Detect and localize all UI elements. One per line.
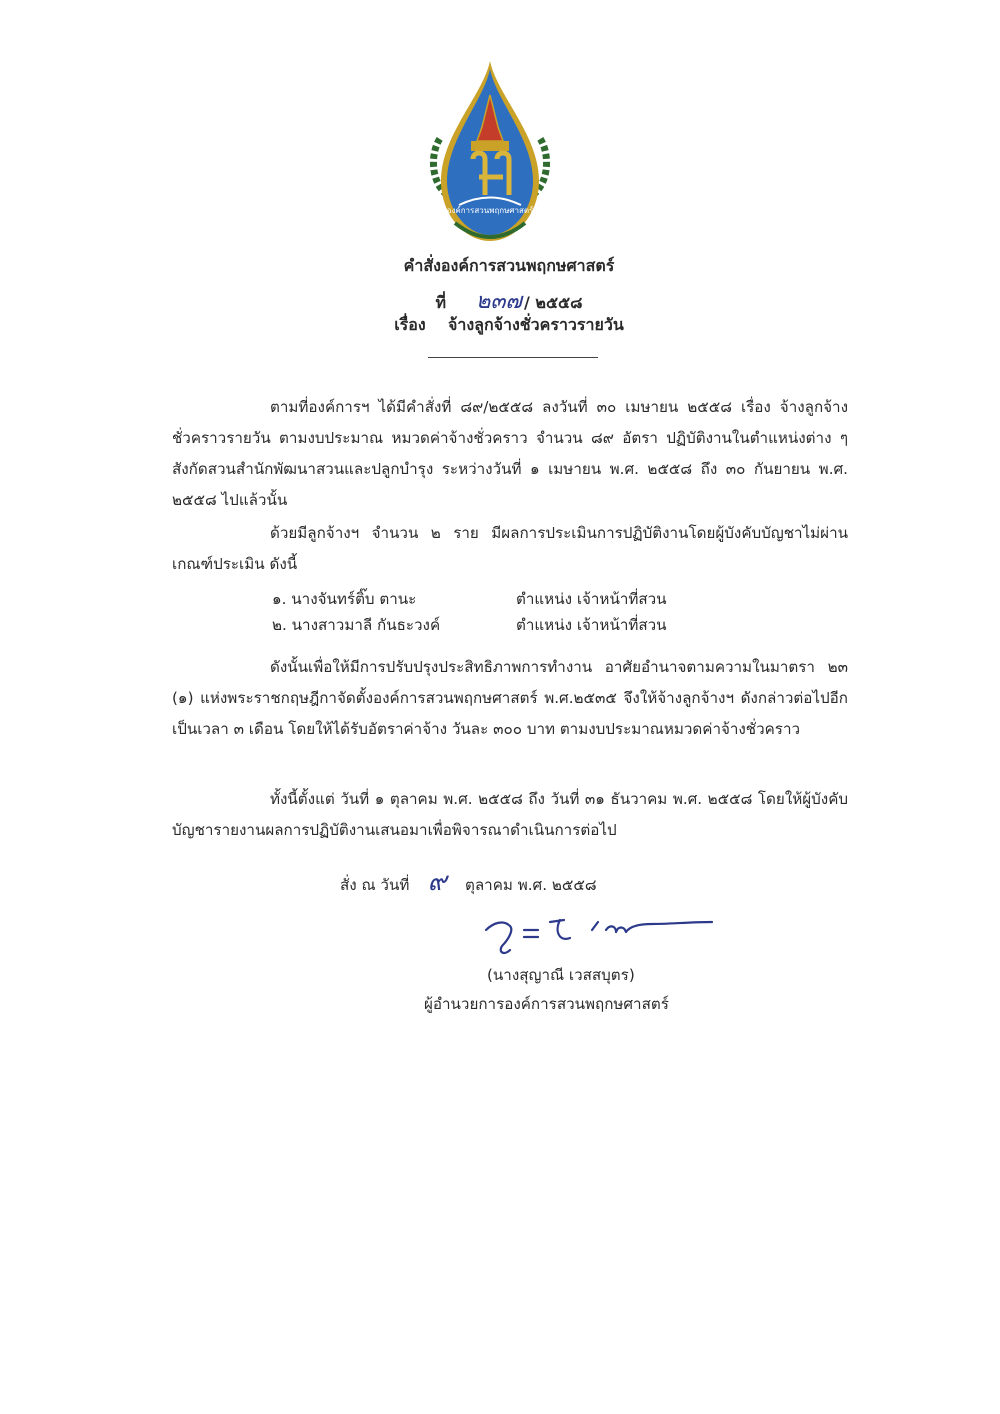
date-suffix: ตุลาคม พ.ศ. ๒๕๕๘ xyxy=(465,876,597,894)
employee-name: ๑. นางจันทร์ติ๊บ ตานะ xyxy=(272,590,417,608)
employee-position: ตำแหน่ง เจ้าหน้าที่สวน xyxy=(516,616,667,634)
subject-text: จ้างลูกจ้างชั่วคราวรายวัน xyxy=(447,315,624,334)
signer-name: (นางสุญาณี เวสสบุตร) xyxy=(487,966,635,984)
paragraph-decision: ดังนั้นเพื่อให้มีการปรับปรุงประสิทธิภาพการทำงาน อาศัยอำนาจตามความในมาตรา ๒๓ (๑) แห่งพระราชกฤษฎีกาจัดตั้งองค์การสวนพฤกษศาสตร์ พ.ศ.๒๕๓๕ จึงให้จ้างลูกจ้างฯ ดังกล่าวต่อไปอีก เป็นเวลา ๓ เดือน โดยให้ได้รับอัตราค่าจ้าง วันละ ๓๐๐ บาท ตามงบประมาณหมวดค่าจ้างชั่วคราว xyxy=(172,658,848,738)
order-number-suffix: / ๒๕๕๘ xyxy=(523,293,583,312)
header-divider xyxy=(428,357,598,358)
paragraph-evaluation: ด้วยมีลูกจ้างฯ จำนวน ๒ ราย มีผลการประเมินการปฏิบัติงานโดยผู้บังคับบัญชาไม่ผ่านเกณฑ์ประเมิน ดังนี้ xyxy=(172,524,848,573)
order-date xyxy=(340,861,597,902)
employee-position: ตำแหน่ง เจ้าหน้าที่สวน xyxy=(516,590,667,608)
order-title: คำสั่งองค์การสวนพฤกษศาสตร์ xyxy=(403,256,615,275)
order-subject xyxy=(0,313,1000,338)
date-prefix: สั่ง ณ วันที่ xyxy=(340,876,410,894)
date-day-handwritten: ๙ xyxy=(427,867,447,897)
handwritten-signature xyxy=(480,900,720,960)
employee-name: ๒. นางสาวมาลี กันธะวงค์ xyxy=(272,616,441,634)
employee-row xyxy=(272,613,702,637)
botanical-garden-logo xyxy=(425,55,555,255)
signer-position: ผู้อำนวยการองค์การสวนพฤกษศาสตร์ xyxy=(424,995,669,1013)
paragraph-background: ตามที่องค์การฯ ได้มีคำสั่งที่ ๘๙/๒๕๕๘ ลงวันที่ ๓๐ เมษายน ๒๕๕๘ เรื่อง จ้างลูกจ้างชั่วคราวรายวัน ตามงบประมาณ หมวดค่าจ้างชั่วคราว จำนวน ๘๙ อัตรา ปฏิบัติงานในตำแหน่งต่าง ๆ สังกัดสวนสำนักพัฒนาสวนและปลูกบำรุง ระหว่างวันที่ ๑ เมษายน พ.ศ. ๒๕๕๘ ถึง ๓๐ กันยายน พ.ศ. ๒๕๕๘ ไปแล้วนั้น xyxy=(172,398,848,509)
logo-text: องค์การสวนพฤกษศาสตร์ xyxy=(446,206,534,215)
order-number-handwritten: ๒๓๗ xyxy=(475,289,522,314)
employee-row xyxy=(272,587,702,611)
paragraph-period: ทั้งนี้ตั้งแต่ วันที่ ๑ ตุลาคม พ.ศ. ๒๕๕๘ ถึง วันที่ ๓๑ ธันวาคม พ.ศ. ๒๕๕๘ โดยให้ผู้บังคับบัญชารายงานผลการปฏิบัติงานเสนอมาเพื่อพิจารณาดำเนินการต่อไป xyxy=(172,790,848,839)
subject-label: เรื่อง xyxy=(394,315,426,334)
order-number-prefix: ที่ xyxy=(435,293,447,312)
